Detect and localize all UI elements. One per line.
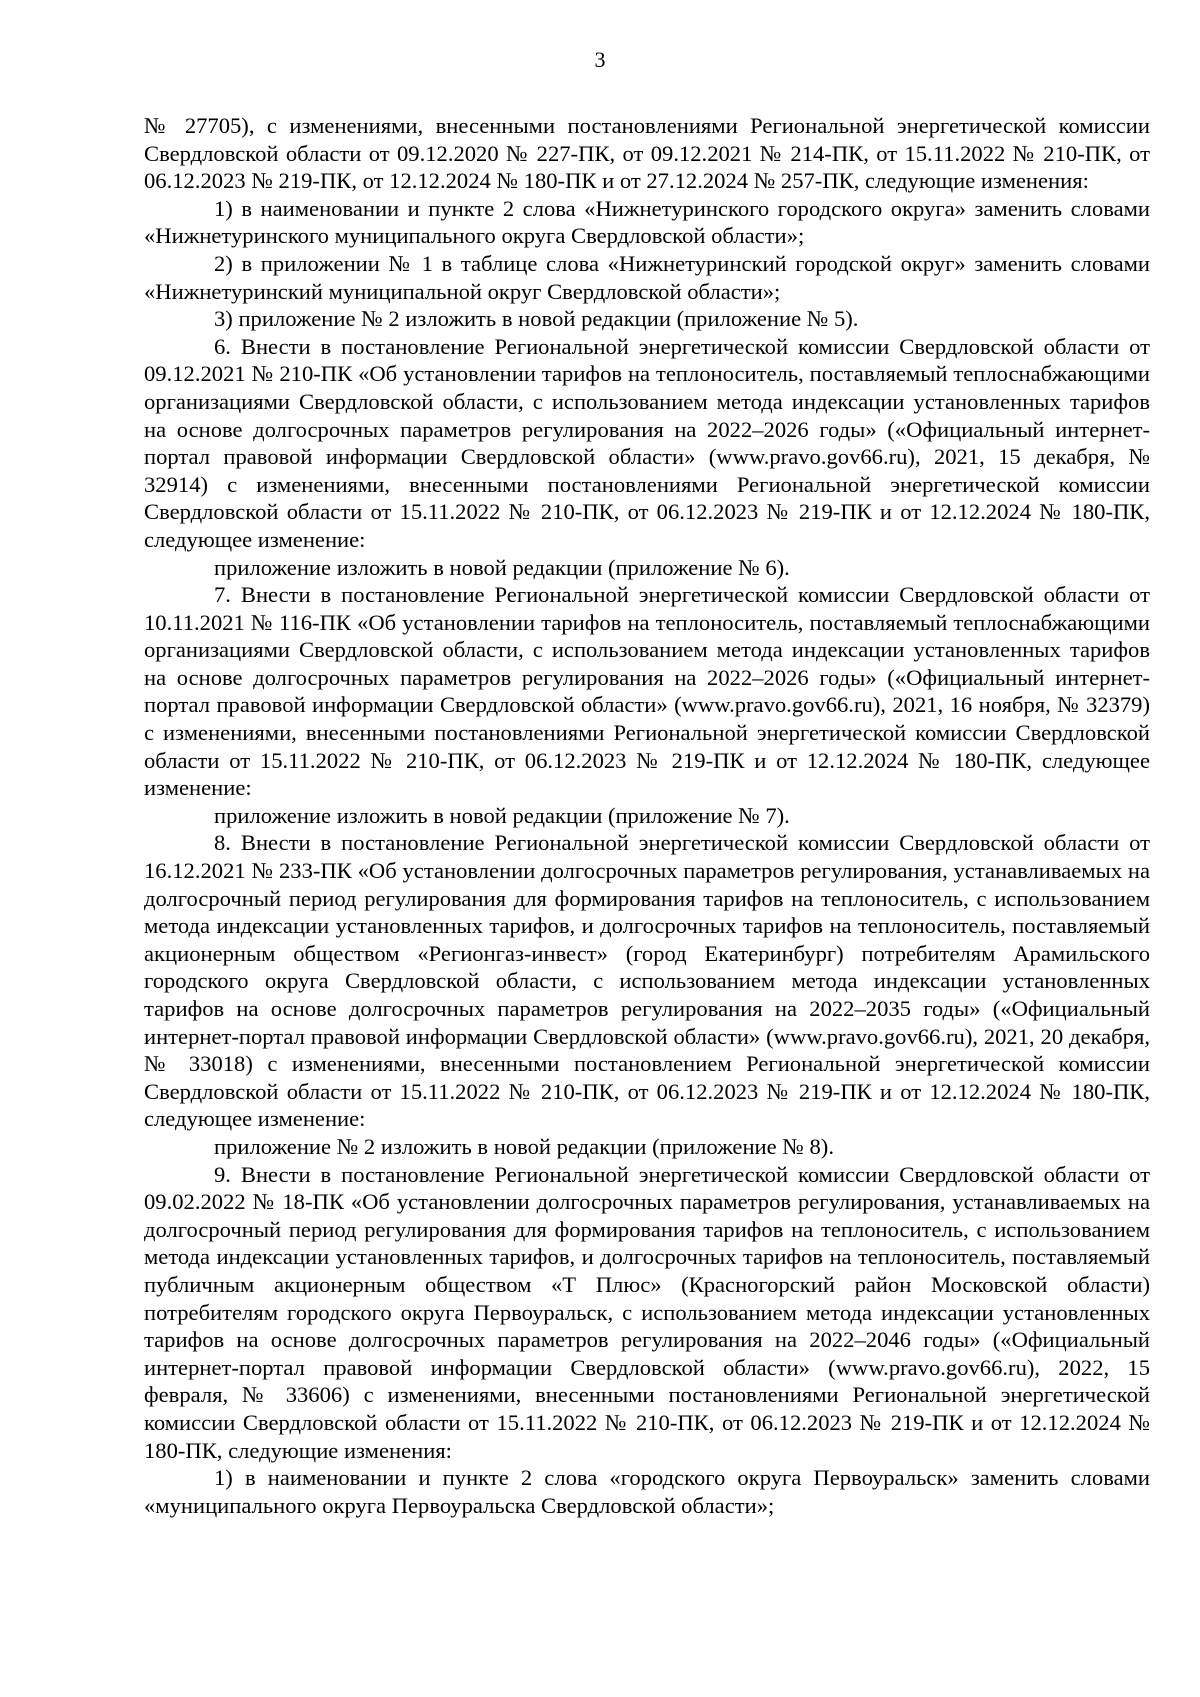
paragraph-item-6: 6. Внести в постановление Региональной энергетической комиссии Свердловской области от 09.12.2021 № 210-ПК «Об установлении тарифов на теплоноситель, поставляемый теплоснабжающими организациями Свердловской области, с использованием метода индексации установленных тарифов на основе долгосрочных параметров регулирования на 2022–2026 годы» («Официальный интернет-портал правовой информации Свердловской области» (www.pravo.gov66.ru), 2021, 15 декабря, № 32914) с изменениями, внесенными постановлениями Региональной энергетической комиссии Свердловской области от 15.11.2022 № 210-ПК, от 06.12.2023 № 219-ПК и от 12.12.2024 № 180-ПК, следующее изменение: (144, 333, 1150, 552)
paragraph-item-6-change: приложение изложить в новой редакции (приложение № 6). (214, 554, 790, 580)
paragraph-item-5-subitem-3: 3) приложение № 2 изложить в новой редакции (приложение № 5). (214, 306, 859, 332)
paragraph-item-9-subitem-1: 1) в наименовании и пункте 2 слова «городского округа Первоуральск» заменить словами «муниципального округа Первоуральска Свердловской области»; (144, 1465, 1150, 1518)
document-body (144, 112, 1150, 1519)
paragraph-item-9: 9. Внести в постановление Региональной энергетической комиссии Свердловской области от 09.02.2022 № 18-ПК «Об установлении долгосрочных параметров регулирования, устанавливаемых на долгосрочный период регулирования для формирования тарифов на теплоноситель, с использованием метода индексации установленных тарифов, и долгосрочных тарифов на теплоноситель, поставляемый публичным акционерным обществом «Т Плюс» (Красногорский район Московской области) потребителям городского округа Первоуральск, с использованием метода индексации установленных тарифов на основе долгосрочных параметров регулирования на 2022–2046 годы» («Официальный интернет-портал правовой информации Свердловской области» (www.pravo.gov66.ru), 2022, 15 февраля, № 33606) с изменениями, внесенными постановлениями Региональной энергетической комиссии Свердловской области от 15.11.2022 № 210-ПК, от 06.12.2023 № 219-ПК и от 12.12.2024 № 180-ПК, следующие изменения: (144, 1161, 1150, 1463)
paragraph-item-8: 8. Внести в постановление Региональной энергетической комиссии Свердловской области от 16.12.2021 № 233-ПК «Об установлении долгосрочных параметров регулирования, устанавливаемых на долгосрочный период регулирования для формирования тарифов на теплоноситель, с использованием метода индексации установленных тарифов, и долгосрочных тарифов на теплоноситель, поставляемый акционерным обществом «Регионгаз-инвест» (город Екатеринбург) потребителям Арамильского городского округа Свердловской области, с использованием метода индексации установленных тарифов на основе долгосрочных параметров регулирования на 2022–2035 годы» («Официальный интернет-портал правовой информации Свердловской области» (www.pravo.gov66.ru), 2021, 20 декабря, № 33018) с изменениями, внесенными постановлением Региональной энергетической комиссии Свердловской области от 15.11.2022 № 210-ПК, от 06.12.2023 № 219-ПК и от 12.12.2024 № 180-ПК, следующее изменение: (144, 830, 1150, 1132)
paragraph-item-5-subitem-2: 2) в приложении № 1 в таблице слова «Нижнетуринский городской округ» заменить словами «Нижнетуринский муниципальной округ Свердловской области»; (144, 250, 1150, 304)
paragraph-item-8-change: приложение № 2 изложить в новой редакции (приложение № 8). (214, 1133, 834, 1159)
paragraph-item-5-subitem-1: 1) в наименовании и пункте 2 слова «Нижнетуринского городского округа» заменить словами «Нижнетуринского муниципального округа Свердловской области»; (144, 195, 1150, 249)
paragraph-continuation-item-5: № 27705), с изменениями, внесенными постановлениями Региональной энергетической комиссии Свердловской области от 09.12.2020 № 227-ПК, от 09.12.2021 № 214-ПК, от 15.11.2022 № 210-ПК, от 06.12.2023 № 219-ПК, от 12.12.2024 № 180-ПК и от 27.12.2024 № 257-ПК, следующие изменения: (144, 113, 1150, 194)
paragraph-item-7-change: приложение изложить в новой редакции (приложение № 7). (214, 802, 790, 828)
page-number: 3 (594, 47, 606, 72)
paragraph-item-7: 7. Внести в постановление Региональной энергетической комиссии Свердловской области от 10.11.2021 № 116-ПК «Об установлении тарифов на теплоноситель, поставляемый теплоснабжающими организациями Свердловской области, с использованием метода индексации установленных тарифов на основе долгосрочных параметров регулирования на 2022–2026 годы» («Официальный интернет-портал правовой информации Свердловской области» (www.pravo.gov66.ru), 2021, 16 ноября, № 32379) с изменениями, внесенными постановлениями Региональной энергетической комиссии Свердловской области от 15.11.2022 № 210-ПК, от 06.12.2023 № 219-ПК и от 12.12.2024 № 180-ПК, следующее изменение: (144, 582, 1150, 801)
